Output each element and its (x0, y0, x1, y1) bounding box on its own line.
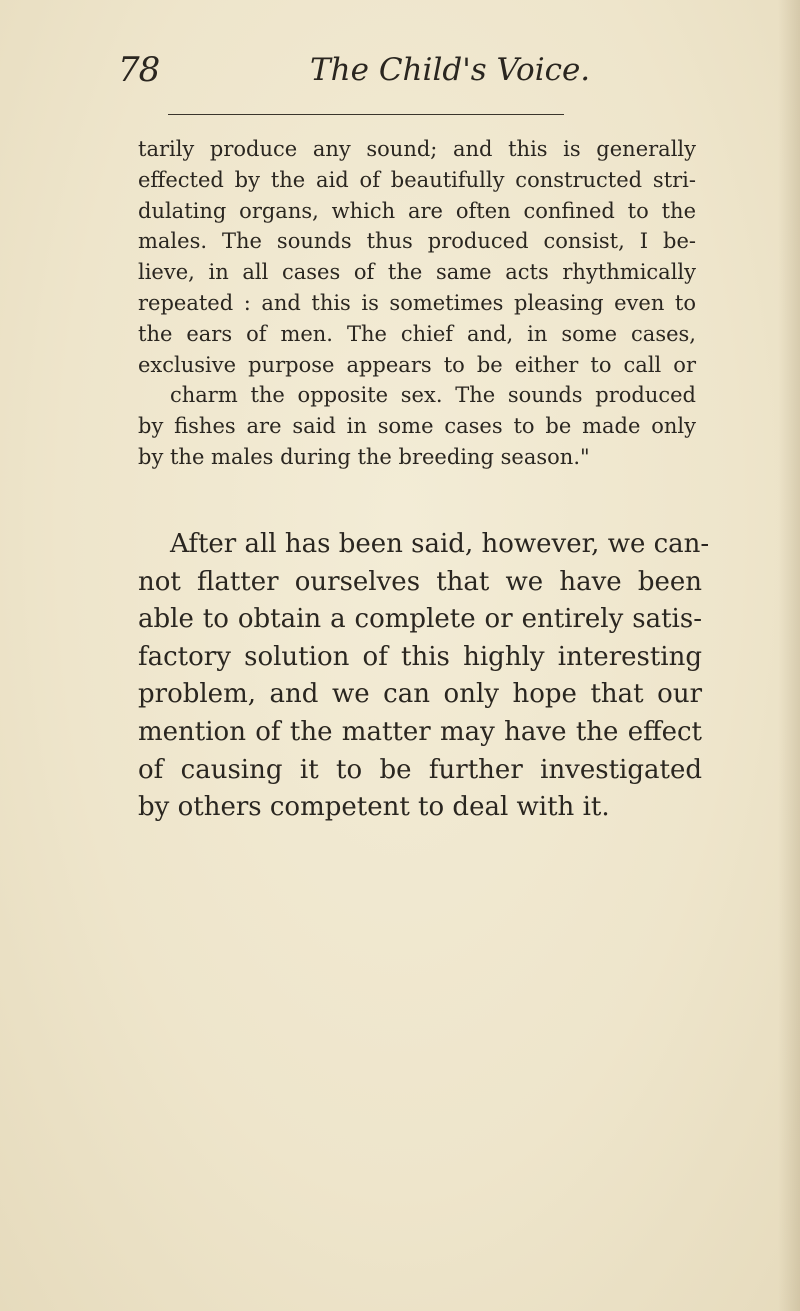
text-line: After all has been said, however, we can- (170, 529, 710, 559)
text-line: not flatter ourselves that we have been (138, 566, 702, 597)
running-title: The Child's Voice. (310, 52, 591, 88)
text-line: by the males during the breeding season." (138, 444, 590, 469)
text-line: charm the opposite sex. The sounds produced (170, 383, 696, 408)
text-line: effected by the aid of beautifully constructed stri- (138, 167, 696, 192)
text-line: of causing it to be further investigated (138, 754, 702, 785)
text-line: dulating organs, which are often confined to the (138, 198, 696, 223)
text-line: repeated : and this is sometimes pleasing even to (138, 290, 696, 315)
page-edge-shadow (778, 0, 800, 1311)
page-number: 78 (118, 50, 160, 90)
text-line: problem, and we can only hope that our (138, 679, 702, 710)
text-line: lieve, in all cases of the same acts rhythmically (138, 260, 696, 285)
text-line: tarily produce any sound; and this is generally (138, 137, 696, 161)
text-line: by others competent to deal with it. (138, 792, 610, 823)
text-line: factory solution of this highly interesting (138, 641, 702, 672)
page-header (118, 50, 678, 100)
text-line: able to obtain a complete or entirely satis- (138, 604, 702, 635)
text-line: by fishes are said in some cases to be made only (138, 414, 696, 439)
text-line: the ears of men. The chief and, in some cases, (138, 321, 696, 346)
header-rule (168, 114, 564, 115)
text-line: males. The sounds thus produced consist, I be- (138, 229, 696, 254)
quote-paragraph (138, 134, 696, 473)
main-paragraph (138, 526, 710, 827)
text-line: mention of the matter may have the effect (138, 716, 702, 747)
text-line: exclusive purpose appears to be either to call or (138, 352, 696, 377)
